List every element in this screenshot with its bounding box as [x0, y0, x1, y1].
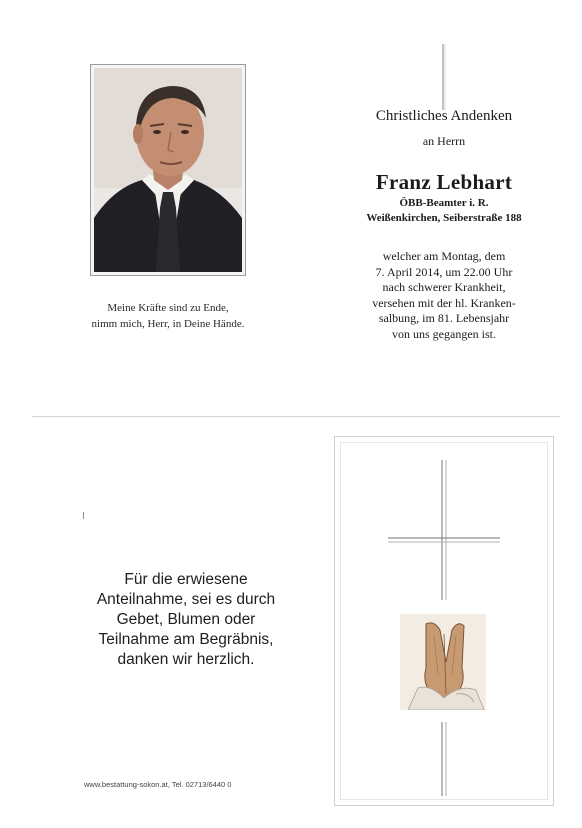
thanks-line: Teilnahme am Begräbnis,: [98, 631, 274, 648]
praying-hands-icon: [400, 614, 486, 710]
portrait-frame: [90, 64, 246, 276]
notice-line: nach schwerer Krankheit,: [382, 280, 506, 295]
thanks-line: Gebet, Blumen oder: [116, 611, 256, 628]
verse-text: [60, 300, 276, 332]
notice-line: welcher am Montag, dem: [382, 249, 506, 263]
verse-line: Meine Kräfte sind zu Ende,: [107, 302, 229, 314]
card-subheading: an Herrn: [422, 134, 466, 148]
portrait-photo: [94, 68, 242, 272]
deceased-occupation: ÖBB-Beamter i. R.: [399, 197, 489, 209]
deceased-name: Franz Lebhart: [375, 170, 513, 194]
top-cross-icon: [436, 44, 450, 110]
print-mark: [83, 512, 84, 519]
verse-line: nimm mich, Herr, in Deine Hände.: [91, 318, 245, 330]
notice-line: versehen mit der hl. Kranken-: [372, 295, 516, 310]
notice-line: 7. April 2014, um 22.00 Uhr: [375, 264, 513, 279]
notice-line: salbung, im 81. Lebensjahr: [378, 311, 510, 326]
thanks-line: Für die erwiesene: [124, 571, 248, 588]
deceased-address: Weißenkirchen, Seiberstraße 188: [366, 212, 522, 224]
thanks-text: [70, 570, 302, 670]
card-heading: Christliches Andenken: [375, 108, 513, 124]
thanks-line: danken wir herzlich.: [117, 651, 255, 668]
thanks-line: Anteilnahme, sei es durch: [96, 591, 276, 608]
footer-contact: www.bestattung-sokon.at, Tel. 02713/6440 0: [84, 780, 232, 789]
death-notice-text: [330, 249, 558, 343]
notice-line: von uns gegangen ist.: [392, 326, 496, 341]
fold-divider: [32, 416, 560, 417]
